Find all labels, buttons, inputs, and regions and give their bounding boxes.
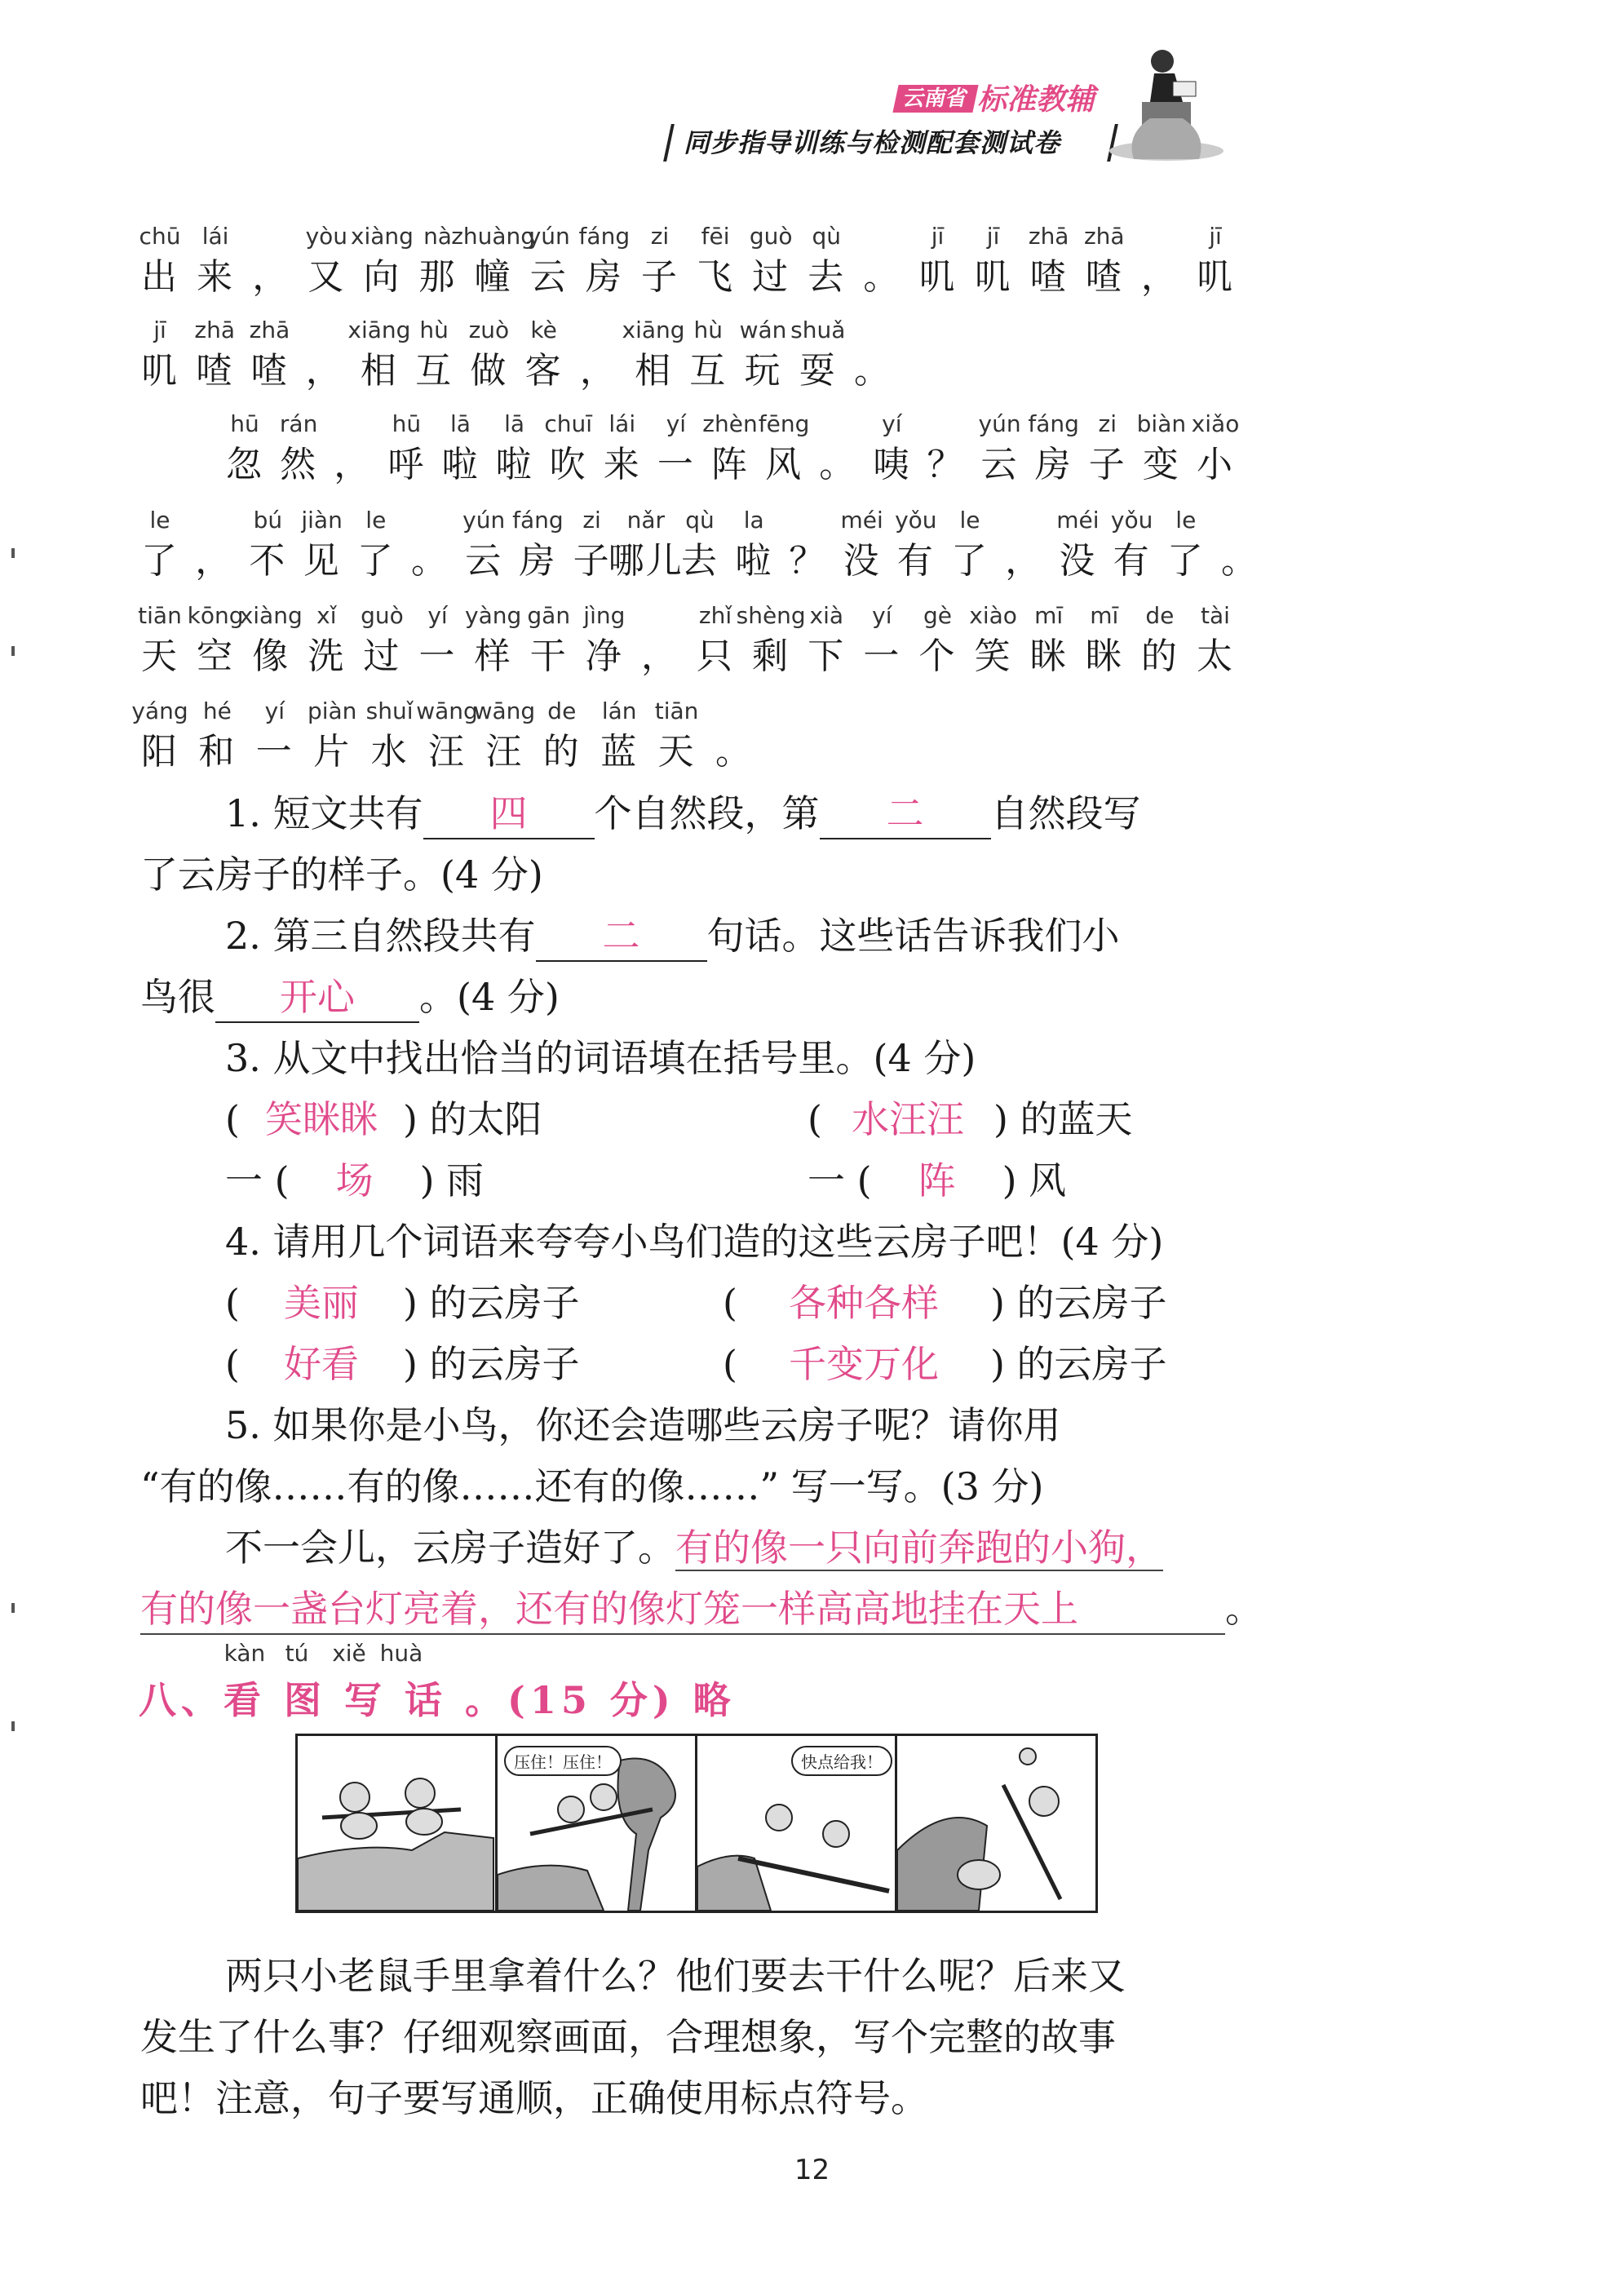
- hanzi: 汪: [485, 731, 524, 773]
- hanzi: 啦: [441, 444, 480, 485]
- question-3-title: 3. 从文中找出恰当的词语填在括号里。(4 分): [225, 1036, 976, 1080]
- paren-open: (: [225, 1097, 240, 1141]
- pinyin: méi: [1056, 507, 1100, 534]
- pinyin: xià: [809, 602, 844, 629]
- pinyin: rán: [279, 410, 318, 437]
- scan-mark: [11, 548, 15, 558]
- question-5-title: 5. 如果你是小鸟，你还会造哪些云房子呢？请你用: [225, 1403, 1061, 1447]
- pinyin: yǒu: [1110, 507, 1153, 534]
- pinyin: de: [547, 698, 577, 724]
- q2-text-d: 鸟很: [140, 975, 215, 1019]
- pinyin: mī: [1090, 602, 1119, 629]
- paren-open: (: [723, 1342, 737, 1386]
- pinyin: jī: [986, 223, 1000, 250]
- reading-figure-icon: [1085, 37, 1248, 167]
- hanzi: 。: [819, 444, 857, 485]
- hanzi: 叽: [918, 256, 957, 298]
- hanzi: 了: [141, 540, 179, 582]
- series-title: 同步指导训练与检测配套测试卷: [684, 127, 1061, 158]
- pinyin: xǐ: [316, 602, 337, 629]
- hanzi: 吹: [549, 444, 587, 485]
- pinyin: zhā: [249, 317, 290, 343]
- hanzi: 客: [524, 350, 563, 392]
- sec8-py-1: kàn: [223, 1640, 266, 1667]
- pinyin: yí: [264, 698, 285, 724]
- hanzi: ，: [305, 350, 343, 392]
- pinyin: tiān: [654, 698, 699, 724]
- pinyin: nǎr: [626, 507, 666, 534]
- pinyin: fáng: [578, 223, 631, 250]
- hanzi: 水: [370, 731, 409, 773]
- hanzi: 剩: [752, 636, 790, 677]
- pinyin: lái: [608, 410, 636, 437]
- q4-item-2: [723, 1278, 1167, 1327]
- pinyin: xiāng: [347, 317, 411, 343]
- hanzi: 出: [141, 256, 179, 298]
- passage-line-5: [0, 601, 1624, 691]
- q4-item-4: [723, 1340, 1167, 1388]
- pinyin: jī: [1209, 223, 1222, 250]
- hanzi: 一: [657, 444, 695, 485]
- pinyin: tài: [1201, 602, 1230, 629]
- q4-item-3: [225, 1340, 580, 1388]
- q1-text-c: 个自然段，第: [594, 791, 820, 835]
- hanzi: 蓝: [600, 731, 639, 773]
- hanzi: 变: [1142, 444, 1180, 485]
- q3-suffix-3: 雨: [446, 1158, 485, 1202]
- hanzi: 小: [1197, 444, 1234, 485]
- q4-suffix-4: 的云房子: [1016, 1342, 1167, 1386]
- hanzi: 一: [255, 731, 294, 773]
- paren-open: (: [225, 1281, 240, 1325]
- q3-item-4: [808, 1156, 1066, 1205]
- pinyin: zhā: [194, 317, 236, 343]
- hanzi: 有: [896, 540, 935, 582]
- pinyin: zhèn: [702, 410, 758, 437]
- pinyin: chuī: [544, 410, 592, 437]
- hanzi: 互: [415, 350, 454, 392]
- question-1-line-2: 了云房子的样子。(4 分): [140, 853, 543, 897]
- pinyin: nà: [423, 223, 452, 250]
- q3-item-1: [225, 1095, 542, 1144]
- hanzi: 子: [640, 256, 679, 298]
- hanzi: 了: [951, 540, 989, 582]
- pinyin: yí: [882, 410, 902, 437]
- pinyin: bú: [253, 507, 283, 534]
- q5-answer-2[interactable]: 有的像一盏台灯亮着，还有的像灯笼一样高高地挂在天上: [140, 1584, 1225, 1635]
- hanzi: ？: [927, 444, 965, 485]
- pinyin: le: [959, 507, 980, 534]
- pinyin: jī: [153, 317, 166, 343]
- hanzi: 来: [603, 444, 641, 485]
- pinyin: xiào: [969, 602, 1017, 629]
- hanzi: ，: [252, 256, 290, 298]
- pinyin: xiàng: [239, 602, 303, 629]
- hanzi: 房: [585, 256, 623, 298]
- q2-text-c: 句话。这些话告诉我们小: [706, 914, 1120, 958]
- pinyin: zi: [1098, 410, 1117, 437]
- speech-bubble-1: 压住！压住！: [504, 1746, 622, 1776]
- hanzi: 眯: [1029, 636, 1068, 677]
- pinyin: le: [149, 507, 170, 534]
- hanzi: 没: [1059, 540, 1097, 582]
- hanzi: ，: [640, 636, 679, 677]
- hanzi: 耍: [799, 350, 837, 392]
- pinyin: yún: [978, 410, 1021, 437]
- hanzi: 。: [715, 731, 753, 773]
- q3-suffix-4: 风: [1029, 1158, 1067, 1202]
- hanzi: 一: [418, 636, 457, 677]
- comic-panel-1: [298, 1736, 498, 1911]
- pinyin: zi: [650, 223, 670, 250]
- q3-answer-2[interactable]: 水汪汪: [851, 1097, 964, 1141]
- hanzi: 啦: [735, 540, 773, 582]
- hanzi: 过: [752, 256, 790, 298]
- hanzi: 云: [529, 256, 568, 298]
- pinyin: qù: [812, 223, 842, 250]
- hanzi: 。: [1221, 540, 1259, 582]
- pinyin: yí: [872, 602, 892, 629]
- sec8-py-4: huà: [379, 1640, 423, 1667]
- pinyin: shuǎ: [790, 317, 846, 343]
- hanzi: 向: [363, 256, 401, 298]
- page-header: [0, 0, 1624, 171]
- hanzi: 样: [474, 636, 512, 677]
- pinyin: zuò: [468, 317, 510, 343]
- passage-line-2: [0, 316, 1624, 405]
- pinyin: lā: [449, 410, 471, 437]
- comic-panel-2: [498, 1736, 697, 1911]
- passage-line-6: [0, 697, 1624, 786]
- page-number: 12: [794, 2154, 830, 2186]
- comic-panel-3: [697, 1736, 897, 1911]
- question-4-title: 4. 请用几个词语来夸夸小鸟们造的这些云房子吧！(4 分): [225, 1220, 1164, 1264]
- q3-answer-1[interactable]: 笑眯眯: [264, 1097, 378, 1141]
- pinyin: lán: [601, 698, 637, 724]
- sec8-py-2: tú: [285, 1640, 309, 1667]
- scan-mark: [11, 1603, 15, 1613]
- pinyin: zhǐ: [698, 602, 732, 629]
- paren-open: (: [225, 1342, 240, 1386]
- q5-answer-1[interactable]: 有的像一只向前奔跑的小狗，: [675, 1526, 1163, 1570]
- paren-close: ): [402, 1097, 418, 1141]
- hanzi: 像: [252, 636, 290, 677]
- hanzi: 。: [411, 540, 449, 582]
- pinyin: tiān: [138, 602, 182, 629]
- hanzi: ，: [334, 444, 372, 485]
- hanzi: 了: [356, 540, 395, 582]
- pinyin: guò: [749, 223, 793, 250]
- section-8-heading: [139, 1640, 873, 1729]
- paren-close: ): [402, 1342, 418, 1386]
- hanzi: 笑: [974, 636, 1012, 677]
- hanzi: 汪: [428, 731, 466, 773]
- hanzi: 相: [635, 350, 673, 392]
- hanzi: 过: [363, 636, 401, 677]
- q3-item-3: [225, 1156, 484, 1205]
- pinyin: jiàn: [301, 507, 343, 534]
- pinyin: yún: [462, 507, 506, 534]
- hanzi: 房: [1034, 444, 1073, 485]
- paren-open: (: [723, 1281, 737, 1325]
- q4-answer-4[interactable]: 千变万化: [788, 1342, 939, 1386]
- pinyin: piàn: [307, 698, 357, 724]
- q4-suffix-1: 的云房子: [429, 1281, 580, 1325]
- pinyin: jī: [931, 223, 945, 250]
- hanzi: 啦: [495, 444, 533, 485]
- pinyin: hù: [693, 317, 723, 343]
- hanzi: 互: [689, 350, 728, 392]
- pinyin: kōng: [187, 602, 244, 629]
- brand-name: 标准教辅: [977, 82, 1095, 117]
- pinyin: méi: [840, 507, 883, 534]
- hanzi: 干: [529, 636, 568, 677]
- hanzi: 的: [1140, 636, 1179, 677]
- hanzi: 忽: [226, 444, 263, 485]
- writing-prompt-line-3: 吧！注意，句子要写通顺，正确使用标点符号。: [140, 2076, 928, 2120]
- q3-suffix-1: 的太阳: [429, 1097, 542, 1141]
- pinyin: wāng: [416, 698, 478, 724]
- paren-open: (: [274, 1158, 290, 1202]
- pinyin: lā: [504, 410, 525, 437]
- hanzi: 哪儿: [608, 540, 684, 582]
- question-1: [225, 789, 1141, 839]
- pinyin: xiāng: [622, 317, 685, 343]
- hanzi: 喳: [250, 350, 289, 392]
- pinyin: kè: [530, 317, 557, 343]
- sec8-py-3: xiě: [332, 1640, 366, 1667]
- hanzi: ，: [579, 350, 617, 392]
- pinyin: qù: [685, 507, 715, 534]
- comic-strip: [295, 1734, 1098, 1913]
- hanzi: 一: [863, 636, 901, 677]
- brand-tag: 云南省: [892, 85, 978, 113]
- pinyin: hū: [392, 410, 422, 437]
- paren-close: ): [402, 1281, 418, 1325]
- pinyin: zi: [582, 507, 601, 534]
- question-5-title-2: “有的像……有的像……还有的像……” 写一写。(3 分): [140, 1464, 1044, 1508]
- q5-lead: 不一会儿，云房子造好了。: [225, 1526, 675, 1570]
- pinyin: shuǐ: [365, 698, 414, 724]
- hanzi: 叽: [974, 256, 1012, 298]
- question-2-line-2: [140, 972, 560, 1023]
- passage-line-3: [0, 410, 1624, 499]
- hanzi: 那: [418, 256, 457, 298]
- pinyin: zhuàng: [451, 223, 536, 250]
- pinyin: le: [1175, 507, 1197, 534]
- pinyin: zhā: [1028, 223, 1069, 250]
- hanzi: 然: [280, 444, 318, 485]
- mice-carrying-stick-icon: [298, 1736, 495, 1911]
- pinyin: yàng: [465, 602, 522, 629]
- hanzi: 个: [918, 636, 957, 677]
- hanzi: 天: [141, 636, 179, 677]
- pinyin: gān: [527, 602, 571, 629]
- q5-answer-line-2: [140, 1584, 1263, 1635]
- hanzi: 咦: [873, 444, 911, 485]
- hanzi: 。: [854, 350, 892, 392]
- hanzi: 喳: [1085, 256, 1123, 298]
- q3-yi: 一: [808, 1158, 845, 1202]
- q2-text-a: 2. 第三自然段共有: [225, 914, 536, 958]
- pinyin: chū: [139, 223, 181, 250]
- pinyin: fáng: [512, 507, 564, 534]
- pinyin: la: [743, 507, 764, 534]
- pinyin: yí: [427, 602, 448, 629]
- hanzi: 有: [1113, 540, 1151, 582]
- q5-answer-line-1: [225, 1523, 1163, 1572]
- hanzi: 叽: [141, 350, 179, 392]
- q4-suffix-3: 的云房子: [429, 1342, 580, 1386]
- paren-close: ): [993, 1097, 1008, 1141]
- q2-blank-1[interactable]: 二: [536, 911, 707, 962]
- hanzi: 来: [197, 256, 235, 298]
- pinyin: mī: [1034, 602, 1064, 629]
- hanzi: 太: [1197, 636, 1234, 677]
- hanzi: 下: [808, 636, 846, 677]
- q1-blank-2[interactable]: 二: [820, 789, 991, 839]
- hanzi: 叽: [1197, 256, 1234, 298]
- hanzi: 阵: [711, 444, 749, 485]
- paren-close: ): [989, 1342, 1005, 1386]
- q1-blank-1[interactable]: 四: [423, 789, 595, 839]
- pinyin: gè: [923, 602, 952, 629]
- hanzi: 没: [843, 540, 881, 582]
- paren-close: ): [419, 1158, 435, 1202]
- hanzi: 风: [765, 444, 803, 485]
- hanzi: 喳: [196, 350, 234, 392]
- comic-panel-4: [897, 1736, 1095, 1911]
- hanzi: ？: [789, 540, 827, 582]
- hanzi: 天: [657, 731, 696, 773]
- hanzi: 片: [313, 731, 352, 773]
- hanzi: 云: [980, 444, 1019, 485]
- hanzi: ，: [1005, 540, 1043, 582]
- q4-suffix-2: 的云房子: [1016, 1281, 1167, 1325]
- pinyin: yáng: [131, 698, 188, 724]
- q1-text-a: 1. 短文共有: [225, 791, 423, 835]
- hanzi: 洗: [308, 636, 346, 677]
- scan-mark: [11, 646, 15, 656]
- pinyin: fáng: [1028, 410, 1079, 437]
- pinyin: yǒu: [895, 507, 937, 534]
- hanzi: 房: [519, 540, 557, 582]
- pinyin: wāng: [473, 698, 536, 724]
- speech-bubble-2: 快点给我！: [791, 1746, 892, 1776]
- q3-yi: 一: [225, 1158, 263, 1202]
- hanzi: 去: [681, 540, 719, 582]
- q4-item-1: [225, 1278, 580, 1327]
- q2-blank-2[interactable]: 开心: [215, 972, 419, 1023]
- hanzi: 子: [573, 540, 611, 582]
- hanzi: 又: [308, 256, 346, 298]
- pinyin: guò: [361, 602, 404, 629]
- q3-answer-4[interactable]: 阵: [918, 1158, 956, 1202]
- pinyin: fēi: [701, 223, 730, 250]
- hanzi: 呼: [387, 444, 426, 485]
- pinyin: hù: [419, 317, 449, 343]
- pinyin: hé: [202, 698, 232, 724]
- q3-answer-3[interactable]: 场: [335, 1158, 374, 1202]
- hanzi: 幢: [474, 256, 512, 298]
- paren-close: ): [1002, 1158, 1017, 1202]
- pinyin: shèng: [736, 602, 806, 629]
- hanzi: 飞: [697, 256, 735, 298]
- question-2: [225, 911, 1120, 962]
- hanzi: 做: [470, 350, 508, 392]
- section-8-title: 八、看 图 写 话 。(15 分) 略: [139, 1678, 736, 1722]
- pinyin: de: [1145, 602, 1175, 629]
- hanzi: 玩: [744, 350, 782, 392]
- paren-close: ): [989, 1281, 1005, 1325]
- hanzi: ，: [1140, 256, 1179, 298]
- q3-suffix-2: 的蓝天: [1020, 1097, 1133, 1141]
- hanzi: 和: [198, 731, 237, 773]
- hanzi: 空: [197, 636, 235, 677]
- pinyin: yí: [666, 410, 687, 437]
- q1-text-d: 自然段写: [990, 791, 1141, 835]
- pinyin: yún: [527, 223, 570, 250]
- hanzi: 阳: [141, 731, 179, 773]
- q5-end: 。: [1225, 1587, 1263, 1631]
- paren-open: (: [808, 1097, 822, 1141]
- q2-text-e: 。(4 分): [419, 975, 560, 1019]
- hanzi: 净: [585, 636, 623, 677]
- pinyin: zhā: [1083, 223, 1125, 250]
- hanzi: 相: [360, 350, 398, 392]
- pinyin: yòu: [305, 223, 348, 250]
- pinyin: hū: [230, 410, 259, 437]
- pinyin: le: [365, 507, 387, 534]
- q3-item-2: [808, 1095, 1133, 1144]
- hanzi: 不: [249, 540, 287, 582]
- hanzi: ，: [195, 540, 233, 582]
- pinyin: biàn: [1136, 410, 1187, 437]
- passage-line-4: [0, 506, 1624, 596]
- pinyin: wán: [739, 317, 787, 343]
- hanzi: 喳: [1029, 256, 1068, 298]
- hanzi: 子: [1088, 444, 1126, 485]
- hanzi: 见: [303, 540, 341, 582]
- pinyin: xiǎo: [1191, 410, 1240, 437]
- q4-answer-3[interactable]: 好看: [283, 1342, 359, 1386]
- pinyin: fēng: [758, 410, 810, 437]
- hanzi: 只: [697, 636, 735, 677]
- hanzi: 云: [465, 540, 503, 582]
- mice-falling-icon: [897, 1736, 1093, 1911]
- hanzi: 去: [808, 256, 846, 298]
- pinyin: jìng: [583, 602, 626, 629]
- passage-line-1: [0, 222, 1624, 312]
- hanzi: 。: [863, 256, 901, 298]
- brand-logo: [896, 82, 1100, 117]
- pinyin: lái: [201, 223, 229, 250]
- writing-prompt-line-2: 发生了什么事？仔细观察画面，合理想象，写个完整的故事: [140, 2015, 1116, 2059]
- hanzi: 了: [1166, 540, 1205, 582]
- q4-answer-1[interactable]: 美丽: [283, 1281, 359, 1325]
- writing-prompt-line-1: 两只小老鼠手里拿着什么？他们要去干什么呢？后来又: [225, 1954, 1126, 1998]
- paren-open: (: [856, 1158, 872, 1202]
- pinyin: xiàng: [350, 223, 414, 250]
- scan-mark: [11, 1721, 15, 1731]
- hanzi: 的: [542, 731, 581, 773]
- q4-answer-2[interactable]: 各种各样: [788, 1281, 939, 1325]
- hanzi: 眯: [1085, 636, 1123, 677]
